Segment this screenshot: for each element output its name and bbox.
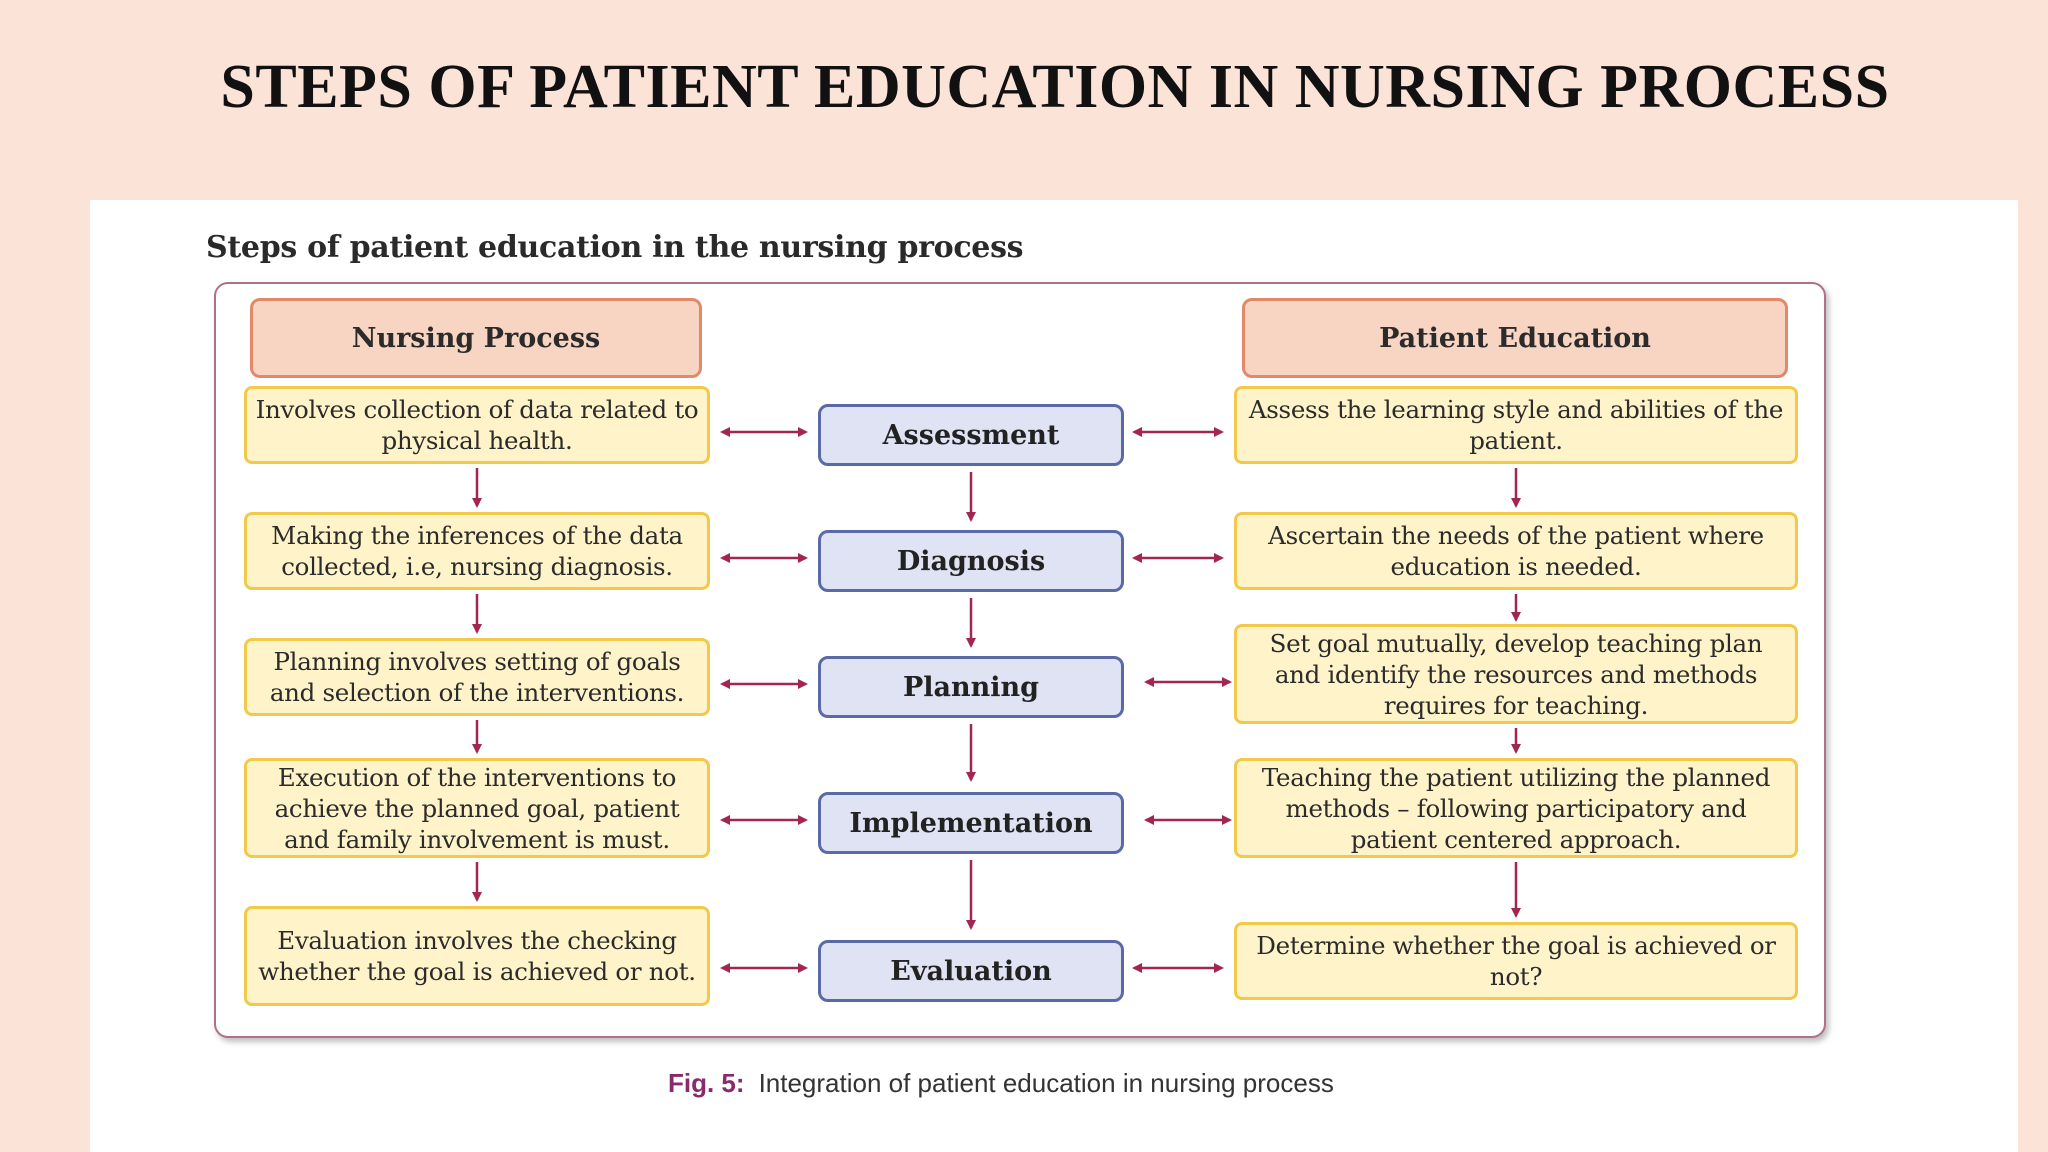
step-assessment: Assessment	[818, 404, 1124, 466]
figure-card	[90, 200, 2018, 1152]
step-diagnosis: Diagnosis	[818, 530, 1124, 592]
diagram-frame	[214, 282, 1826, 1038]
education-desc-evaluation: Determine whether the goal is achieved or not?	[1234, 922, 1798, 1000]
nursing-desc-planning: Planning involves setting of goals and selection of the interventions.	[244, 638, 710, 716]
education-desc-diagnosis: Ascertain the needs of the patient where education is needed.	[1234, 512, 1798, 590]
step-implementation: Implementation	[818, 792, 1124, 854]
education-desc-implementation: Teaching the patient utilizing the planned methods – following participatory and patient centered approach.	[1234, 758, 1798, 858]
nursing-desc-diagnosis: Making the inferences of the data collected, i.e, nursing diagnosis.	[244, 512, 710, 590]
figure-caption	[668, 1068, 1334, 1099]
nursing-process-header: Nursing Process	[250, 298, 702, 378]
figure-heading: Steps of patient education in the nursing process	[206, 230, 1024, 265]
patient-education-header: Patient Education	[1242, 298, 1788, 378]
caption-label: Fig. 5:	[668, 1068, 745, 1098]
step-evaluation: Evaluation	[818, 940, 1124, 1002]
education-desc-planning: Set goal mutually, develop teaching plan and identify the resources and methods requires for teaching.	[1234, 624, 1798, 724]
slide-title: STEPS OF PATIENT EDUCATION IN NURSING PROCESS	[220, 53, 1890, 121]
nursing-desc-evaluation: Evaluation involves the checking whether the goal is achieved or not.	[244, 906, 710, 1006]
education-desc-assessment: Assess the learning style and abilities of the patient.	[1234, 386, 1798, 464]
step-planning: Planning	[818, 656, 1124, 718]
nursing-desc-assessment: Involves collection of data related to physical health.	[244, 386, 710, 464]
nursing-desc-implementation: Execution of the interventions to achieve the planned goal, patient and family involvement is must.	[244, 758, 710, 858]
caption-text: Integration of patient education in nursing process	[758, 1068, 1334, 1098]
